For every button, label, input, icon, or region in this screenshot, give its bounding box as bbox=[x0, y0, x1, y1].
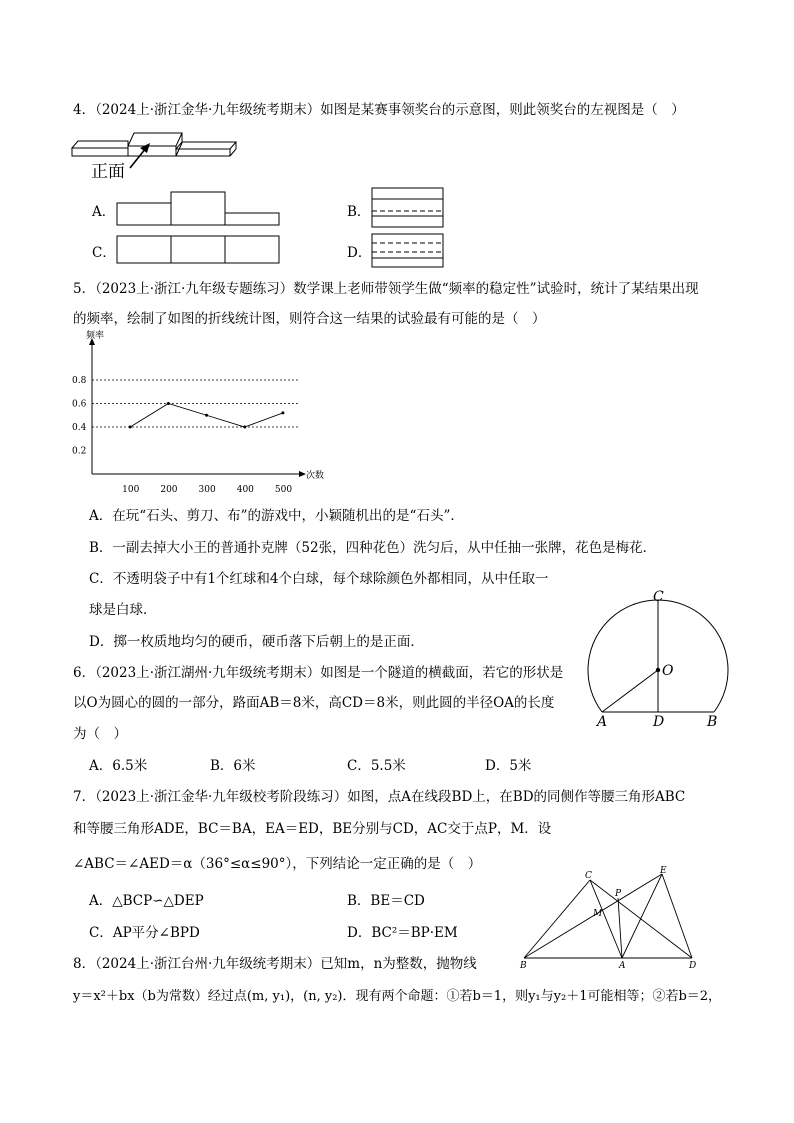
tunnel-figure bbox=[586, 588, 746, 733]
y-tick-label: 0.2 bbox=[72, 446, 87, 457]
label-e: E bbox=[660, 866, 667, 876]
q6-option-c[interactable]: C．5.5米 bbox=[347, 758, 406, 774]
q7-stem-line2: 和等腰三角形ADE，BC＝BA，EA＝ED，BE分别与CD，AC交于点P，M．设 bbox=[73, 821, 552, 837]
y-tick-label: 0.4 bbox=[72, 423, 87, 433]
option-a-figure[interactable] bbox=[116, 191, 282, 227]
frequency-line-chart bbox=[60, 331, 330, 498]
arrow-icon bbox=[130, 148, 146, 168]
q5-stem-line1: 5．（2023上·浙江·九年级专题练习）数学课上老师带领学生做“频率的稳定性”试验时，统计了某结果出现 bbox=[73, 281, 699, 297]
q5-option-a[interactable]: A．在玩“石头、剪刀、布”的游戏中，小颖随机出的是“石头”． bbox=[89, 508, 464, 524]
label-a: A bbox=[597, 714, 608, 730]
label-c: C bbox=[585, 871, 592, 881]
q7-stem-line1: 7．（2023上·浙江金华·九年级校考阶段练习）如图，点A在线段BD上，在BD的同侧作等腰三角形ABC bbox=[73, 789, 686, 805]
data-point bbox=[281, 411, 284, 414]
q6-stem-line1: 6．（2023上·浙江湖州·九年级统考期末）如图是一个隧道的横截面，若它的形状是 bbox=[73, 665, 564, 681]
label-o: O bbox=[662, 663, 674, 679]
q7-option-d[interactable]: D．BC²＝BP·EM bbox=[347, 925, 458, 941]
label-d: D bbox=[689, 961, 697, 971]
label-c: C bbox=[653, 589, 664, 605]
q8-stem-line1: 8．（2024上·浙江台州·九年级统考期末）已知m，n为整数，抛物线 bbox=[73, 956, 477, 972]
y-tick-label: 0.8 bbox=[72, 376, 87, 386]
triangle-figure bbox=[514, 866, 714, 974]
q6-stem-line3: 为（ ） bbox=[73, 726, 127, 742]
data-point bbox=[129, 426, 132, 429]
option-b-figure[interactable] bbox=[371, 187, 445, 229]
podium-figure bbox=[70, 130, 245, 162]
label-a: A bbox=[619, 961, 626, 971]
x-tick-label: 100 bbox=[122, 485, 140, 495]
q4-stem: 4．（2024上·浙江金华·九年级统考期末）如图是某赛事领奖台的示意图，则此领奖台的左视图是（ ） bbox=[73, 102, 685, 118]
front-label: 正面 bbox=[91, 162, 125, 182]
q5-option-b[interactable]: B．一副去掉大小王的普通扑克牌（52张，四种花色）洗匀后，从中任抽一张牌，花色是梅花． bbox=[89, 540, 657, 556]
y-axis-title: 频率 bbox=[86, 331, 105, 341]
option-d-figure[interactable] bbox=[371, 233, 445, 269]
x-tick-label: 300 bbox=[198, 485, 216, 495]
q5-stem-line2: 的频率，绘制了如图的折线统计图，则符合这一结果的试验最有可能的是（ ） bbox=[73, 311, 546, 327]
q5-option-c-line2[interactable]: 球是白球． bbox=[89, 602, 157, 618]
x-axis-title: 次数 bbox=[306, 471, 325, 481]
x-tick-label: 500 bbox=[274, 485, 293, 495]
q6-stem-line2: 以O为圆心的圆的一部分，路面AB＝8米，高CD＝8米，则此圆的半径OA的长度 bbox=[73, 695, 555, 711]
q5-option-c-line1[interactable]: C．不透明袋子中有1个红球和4个白球，每个球除颜色外都相同，从中任取一 bbox=[89, 571, 549, 587]
option-c-figure[interactable] bbox=[116, 235, 282, 265]
y-tick-label: 0.6 bbox=[72, 399, 87, 410]
data-point bbox=[205, 414, 208, 417]
q7-option-a[interactable]: A．△BCP∽△DEP bbox=[89, 893, 204, 909]
q6-option-b[interactable]: B．6米 bbox=[210, 758, 256, 774]
q7-option-b[interactable]: B．BE＝CD bbox=[347, 893, 425, 909]
option-b-label[interactable]: B． bbox=[347, 204, 371, 220]
data-point bbox=[167, 402, 170, 405]
label-m: M bbox=[593, 909, 603, 919]
q6-option-d[interactable]: D．5米 bbox=[485, 758, 532, 774]
x-tick-label: 200 bbox=[160, 485, 178, 495]
option-c-label[interactable]: C． bbox=[92, 245, 116, 261]
q7-option-c[interactable]: C．AP平分∠BPD bbox=[89, 925, 200, 941]
q6-option-a[interactable]: A．6.5米 bbox=[89, 758, 148, 774]
q7-stem-line3: ∠ABC＝∠AED＝α（36°≤α≤90°），下列结论一定正确的是（ ） bbox=[73, 856, 482, 872]
option-d-label[interactable]: D． bbox=[347, 245, 372, 261]
label-b: B bbox=[520, 961, 527, 971]
q8-stem-line2: y＝x²＋bx（b为常数）经过点(m, y₁)，(n, y₂)．现有两个命题：①若b＝1，则y₁与y₂＋1可能相等；②若b＝2， bbox=[73, 989, 722, 1004]
label-p: P bbox=[615, 889, 622, 899]
option-a-label[interactable]: A． bbox=[92, 204, 116, 220]
x-tick-label: 400 bbox=[236, 485, 254, 495]
label-d: D bbox=[653, 714, 665, 730]
x-axis-arrow-icon bbox=[299, 471, 306, 477]
q5-option-d[interactable]: D．掷一枚质地均匀的硬币，硬币落下后朝上的是正面． bbox=[89, 634, 424, 650]
data-point bbox=[243, 426, 246, 429]
label-b: B bbox=[707, 714, 718, 730]
